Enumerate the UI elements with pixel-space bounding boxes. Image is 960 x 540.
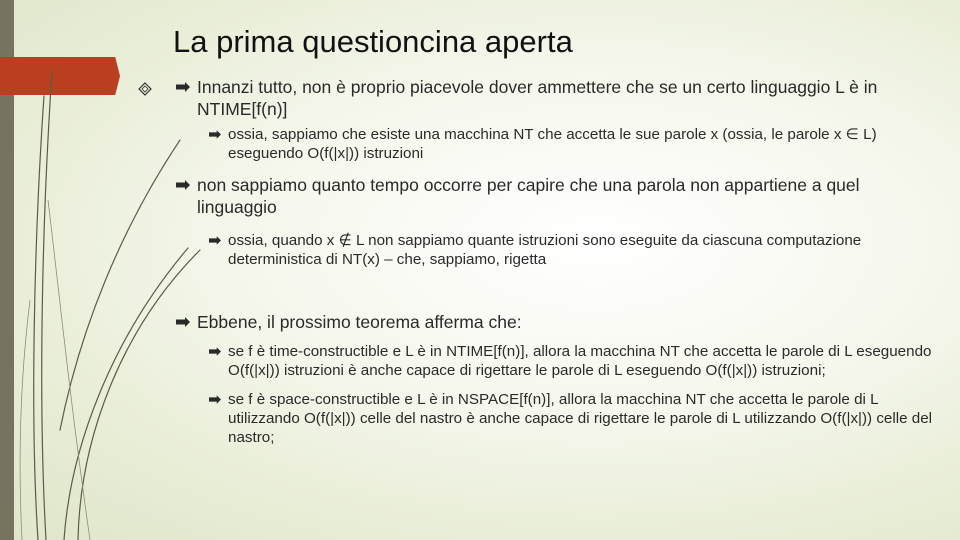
sub-bullet-item-2-1	[176, 231, 936, 269]
arrow-bullet-icon	[209, 395, 221, 404]
sub-bullet-item-1-1	[176, 125, 936, 163]
bullet-item-2	[176, 174, 936, 218]
bullet-text: Innanzi tutto, non è proprio piacevole dover ammettere che se un certo linguaggio L è in NTIME[f(n)]	[197, 77, 878, 119]
arrow-bullet-icon	[176, 317, 190, 327]
sub-bullet-text: se f è time-constructible e L è in NTIME[f(n)], allora la macchina NT che accetta le parole di L eseguendo O(f(|x|)) istruzioni è anche capace di rigettare le parole di L eseguendo O(f(|x|)) istruzioni;	[228, 343, 932, 379]
sub-bullet-item-3-2	[176, 390, 936, 447]
arrow-bullet-icon	[176, 82, 190, 92]
bullet-text: non sappiamo quanto tempo occorre per capire che una parola non appartiene a quel linguaggio	[197, 175, 860, 217]
sub-bullet-text: ossia, quando x ∉ L non sappiamo quante istruzioni sono eseguite da ciascuna computazione deterministica di NT(x) – che, sappiamo, rigetta	[228, 232, 862, 268]
diamond-bullet-icon	[138, 82, 152, 96]
arrow-bullet-icon	[176, 180, 190, 190]
bullet-item-3	[176, 311, 936, 333]
slide-content	[176, 76, 936, 447]
sub-bullet-item-3-1	[176, 342, 936, 380]
slide-title: La prima questioncina aperta	[173, 24, 573, 59]
arrow-bullet-icon	[209, 130, 221, 139]
sub-bullet-text: se f è space-constructible e L è in NSPACE[f(n)], allora la macchina NT che accetta le parole di L utilizzando O(f(|x|)) celle del nastro è anche capace di rigettare le parole di L utilizzando O(f(|x|)) celle del nastro;	[228, 391, 933, 446]
bullet-item-1	[176, 76, 936, 120]
sub-bullet-text: ossia, sappiamo che esiste una macchina NT che accetta le sue parole x (ossia, le parole x ∈ L) eseguendo O(f(|x|)) istruzioni	[228, 126, 877, 162]
arrow-bullet-icon	[209, 347, 221, 356]
arrow-bullet-icon	[209, 236, 221, 245]
bullet-text: Ebbene, il prossimo teorema afferma che:	[197, 312, 522, 332]
